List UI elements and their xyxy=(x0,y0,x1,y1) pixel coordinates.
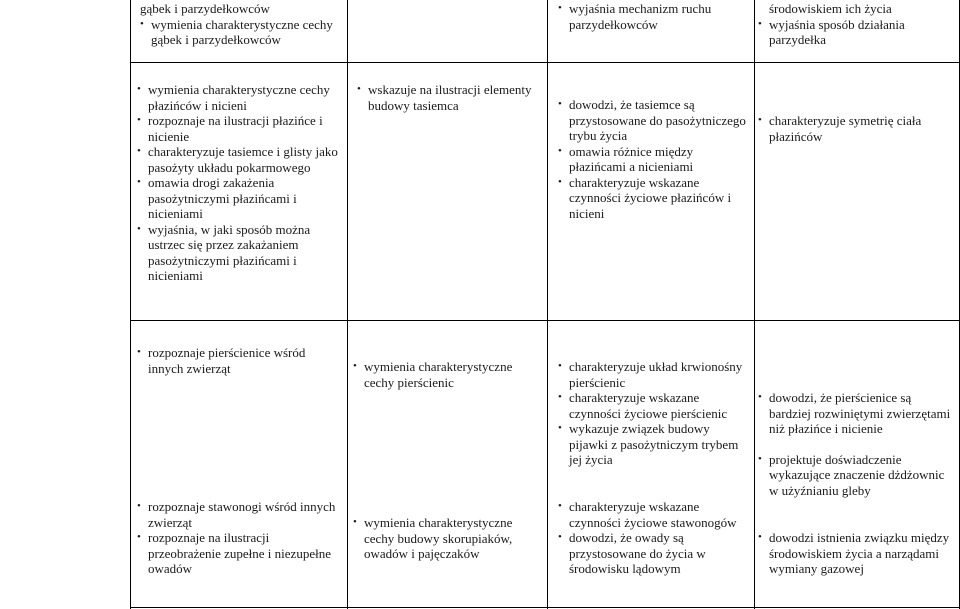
list-item: środowiskiem ich życia xyxy=(769,1,892,16)
list-item: gąbek i parzydełkowców xyxy=(140,1,270,16)
cell-row2-col3 xyxy=(558,97,748,221)
list-item: • wymienia charakterystyczne cechy budowy skorupiaków, owadów i pajęczaków xyxy=(353,515,543,562)
cell-row2-col1 xyxy=(137,82,342,284)
cell-row3-col3 xyxy=(558,359,750,468)
cell-row4-col1 xyxy=(137,499,342,577)
row-divider xyxy=(130,607,960,608)
list-item: • wskazuje na ilustracji elementy budowy tasiemca xyxy=(357,82,542,113)
list-item: • wykazuje związek budowy pijawki z pasożytniczym trybem jej życia xyxy=(558,421,750,468)
row-divider xyxy=(130,62,960,63)
list-item: • dowodzi, że pierścienice są bardziej rozwiniętymi zwierzętami niż płazińce i nicienie xyxy=(758,390,954,437)
list-item: • wyjaśnia mechanizm ruchu parzydełkowców xyxy=(558,1,748,32)
list-item: • charakteryzuje wskazane czynności życiowe pierścienic xyxy=(558,390,750,421)
list-item: • dowodzi istnienia związku między środowiskiem życia a narządami wymiany gazowej xyxy=(758,530,954,577)
cell-row3-col4 xyxy=(758,390,954,498)
list-item: • wymienia charakterystyczne cechy płazińców i nicieni xyxy=(137,82,342,113)
list-item: • dowodzi, że owady są przystosowane do życia w środowisku lądowym xyxy=(558,530,750,577)
cell-row1-col1 xyxy=(140,1,340,48)
list-item: • wyjaśnia, w jaki sposób można ustrzec się przez zakażaniem pasożytniczymi płazińcami i nicieniami xyxy=(137,222,342,284)
cell-row3-col2 xyxy=(353,359,543,390)
cell-row4-col2 xyxy=(353,515,543,562)
list-item: • rozpoznaje na ilustracji przeobrażenie zupełne i niezupełne owadów xyxy=(137,530,342,577)
cell-row1-col3 xyxy=(558,1,748,32)
list-item: • rozpoznaje stawonogi wśród innych zwierząt xyxy=(137,499,342,530)
cell-row4-col3 xyxy=(558,499,750,577)
list-item: • charakteryzuje wskazane czynności życiowe stawonogów xyxy=(558,499,750,530)
row-divider xyxy=(130,320,960,321)
list-item: • charakteryzuje tasiemce i glisty jako pasożyty układu pokarmowego xyxy=(137,144,342,175)
list-item: • rozpoznaje na ilustracji płazińce i nicienie xyxy=(137,113,342,144)
cell-row3-col1 xyxy=(137,345,337,376)
list-item: • wymienia charakterystyczne cechy pierścienic xyxy=(353,359,543,390)
list-item: • projektuje doświadczenie wykazujące znaczenie dżdżownic w użyźnianiu gleby xyxy=(758,452,954,499)
list-item: • charakteryzuje symetrię ciała płazińców xyxy=(758,113,948,144)
column-divider xyxy=(347,0,348,609)
list-item: • dowodzi, że tasiemce są przystosowane do pasożytniczego trybu życia xyxy=(558,97,748,144)
column-divider xyxy=(754,0,755,609)
column-divider xyxy=(130,0,131,609)
list-item: • rozpoznaje pierścienice wśród innych zwierząt xyxy=(137,345,337,376)
list-item: • wymienia charakterystyczne cechy gąbek i parzydełkowców xyxy=(140,17,340,48)
list-item: • omawia różnice między płazińcami a nicieniami xyxy=(558,144,748,175)
cell-row1-col4 xyxy=(758,1,956,48)
column-divider xyxy=(547,0,548,609)
list-item: • charakteryzuje wskazane czynności życiowe płazińców i nicieni xyxy=(558,175,748,222)
cell-row2-col4 xyxy=(758,113,948,144)
cell-row4-col4 xyxy=(758,530,954,577)
cell-row2-col2 xyxy=(357,82,542,113)
list-item: • wyjaśnia sposób działania parzydełka xyxy=(758,17,956,48)
list-item: • charakteryzuje układ krwionośny pierścienic xyxy=(558,359,750,390)
list-item: • omawia drogi zakażenia pasożytniczymi płazińcami i nicieniami xyxy=(137,175,342,222)
